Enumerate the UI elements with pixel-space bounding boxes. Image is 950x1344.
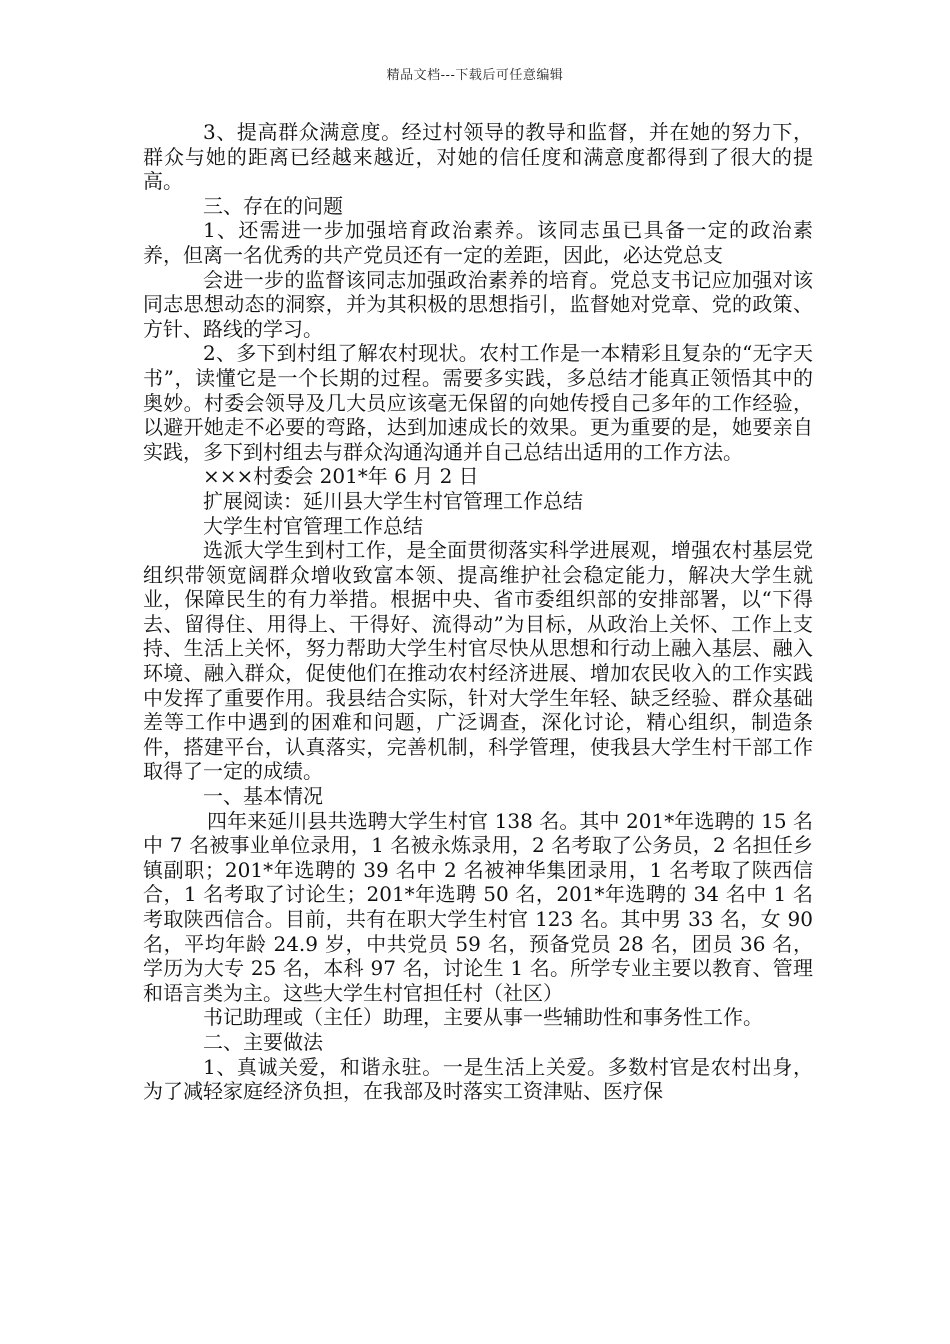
paragraph-introduction: 选派大学生到村工作，是全面贯彻落实科学进展观，增强农村基层党组织带领宽阔群众增收致富本领、提高维护社会稳定能力，解决大学生就业，保障民生的有力举措。根据中央、省市委组织部的安排部署，以“下得去、留得住、用得上、干得好、流得动”为目标，从政治上关怀、工作上支持、生活上关怀，努力帮助大学生村官尽快从思想和行动上融入基层、融入环境、融入群众，促使他们在推动农村经济进展、增加农民收入的工作实践中发挥了重要作用。我县结合实际，针对大学生年轻、缺乏经验、群众基础差等工作中遇到的困难和问题，广泛调查，深化讨论，精心组织，制造条件，搭建平台，认真落实，完善机制，科学管理，使我县大学生村干部工作取得了一定的成绩。 [143, 538, 813, 784]
heading-main-practices: 二、主要做法 [203, 1029, 323, 1054]
signature-date: ×××村委会 201*年 6 月 2 日 [203, 464, 479, 489]
heading-basic-situation: 一、基本情况 [203, 784, 323, 809]
document-body [143, 120, 813, 1104]
paragraph-village-visits: 2、多下到村组了解农村现状。农村工作是一本精彩且复杂的“无字天书”，读懂它是一个长期的过程。需要多实践，多总结才能真正领悟其中的奥妙。村委会领导及几大员应该毫无保留的向她传授自己多年的工作经验，以避开她走不必要的弯路，达到加速成长的效果。更为重要的是，她要亲自实践，多下到村组去与群众沟通沟通并自己总结出适用的工作方法。 [143, 341, 813, 464]
heading-problems: 三、存在的问题 [203, 193, 343, 218]
page-header: 精品文档---下载后可任意编辑 [386, 68, 564, 83]
paragraph-supervision: 会进一步的监督该同志加强政治素养的培育。党总支书记应加强对该同志思想动态的洞察，并为其积极的思想指引，监督她对党章、党的政策、方针、路线的学习。 [143, 267, 813, 341]
paragraph-political-quality: 1、还需进一步加强培育政治素养。该同志虽已具备一定的政治素养，但离一名优秀的共产党员还有一定的差距，因此，必达党总支 [143, 218, 813, 267]
section-title: 大学生村官管理工作总结 [203, 513, 423, 538]
paragraph-care: 1、真诚关爱，和谐永驻。一是生活上关爱。多数村官是农村出身，为了减轻家庭经济负担，在我部及时落实工资津贴、医疗保 [143, 1054, 813, 1104]
paragraph-assistant-roles: 书记助理或（主任）助理，主要从事一些辅助性和事务性工作。 [203, 1005, 763, 1030]
paragraph-satisfaction: 3、提高群众满意度。经过村领导的教导和监督，并在她的努力下，群众与她的距离已经越来越近，对她的信任度和满意度都得到了很大的提高。 [143, 120, 813, 194]
paragraph-statistics: 四年来延川县共选聘大学生村官 138 名。其中 201*年选聘的 15 名中 7 名被事业单位录用，1 名被永炼录用，2 名考取了公务员，2 名担任乡镇副职；201*年选聘的 39 名中 2 名被神华集团录用，1 名考取了陕西信合，1 名考取了讨论生；201*年选聘 50 名，201*年选聘的 34 名中 1 名考取陕西信合。目前，共有在职大学生村官 123 名。其中男 33 名，女 90 名，平均年龄 24.9 岁，中共党员 59 名，预备党员 28 名，团员 36 名，学历为大专 25 名，本科 97 名，讨论生 1 名。所学专业主要以教育、管理和语言类为主。这些大学生村官担任村（社区） [143, 808, 813, 1005]
extended-reading-title: 扩展阅读：延川县大学生村官管理工作总结 [203, 488, 583, 513]
